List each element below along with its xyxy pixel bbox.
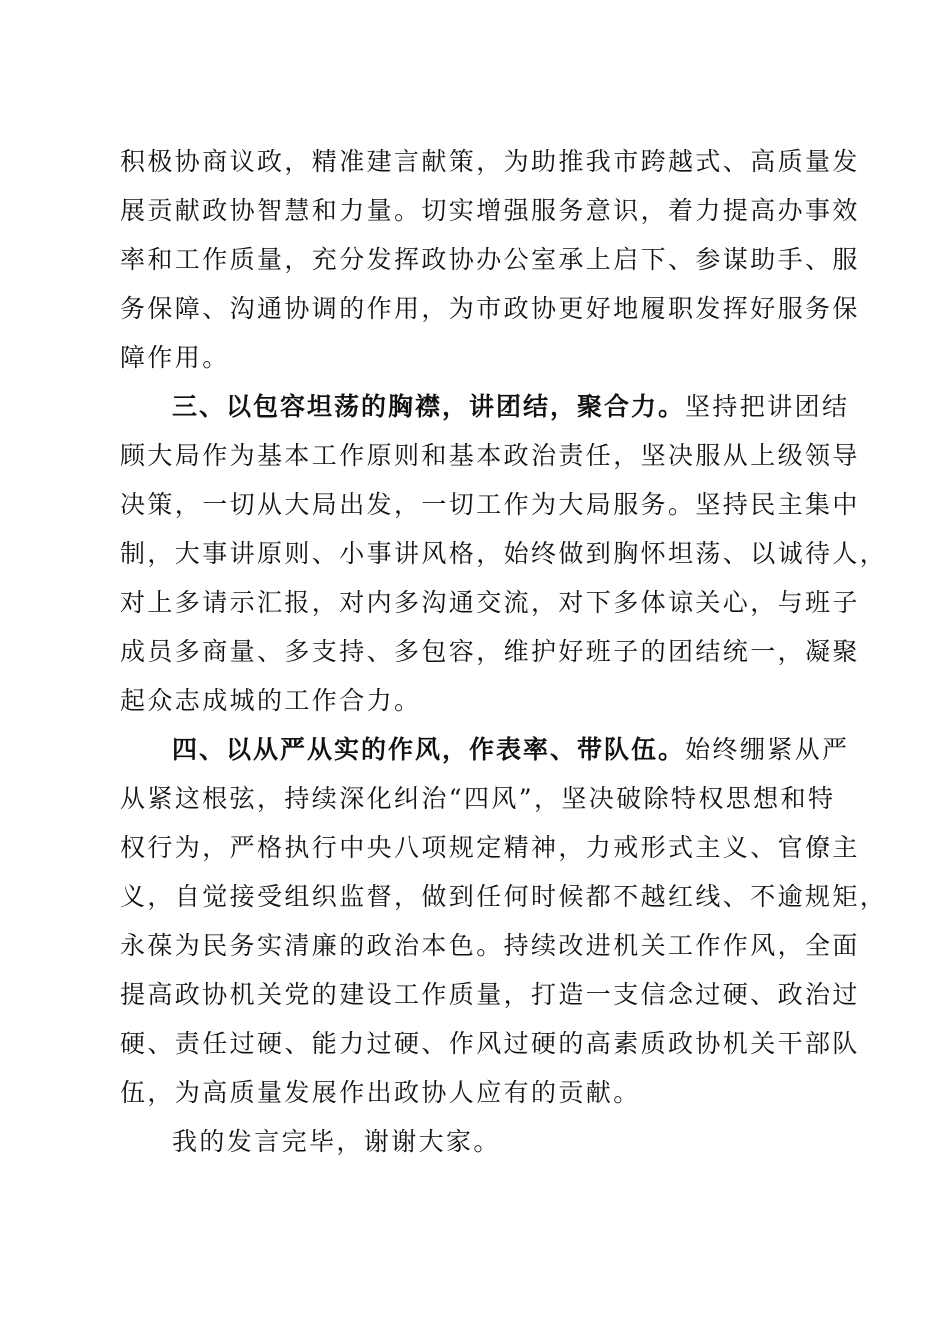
text-line: 义，自觉接受组织监督，做到任何时候都不越红线、不逾规矩，	[120, 882, 888, 911]
text-fragment: 坚持把讲团结	[685, 392, 850, 421]
closing-remark: 我的发言完毕，谢谢大家。	[172, 1127, 501, 1156]
text-line: 务保障、沟通协调的作用，为市政协更好地履职发挥好服务保	[120, 294, 860, 323]
text-line: 起众志成城的工作合力。	[120, 686, 422, 715]
section-four-first-line	[120, 725, 850, 774]
text-line: 对上多请示汇报，对内多沟通交流，对下多体谅关心，与班子	[120, 588, 860, 617]
text-fragment: 始终绷紧从严	[685, 735, 850, 764]
text-line: 制，大事讲原则、小事讲风格，始终做到胸怀坦荡、以诚待人，	[120, 539, 888, 568]
text-line: 权行为，严格执行中央八项规定精神，力戒形式主义、官僚主	[120, 833, 860, 862]
text-line: 成员多商量、多支持、多包容，维护好班子的团结统一，凝聚	[120, 637, 860, 666]
text-line: 展贡献政协智慧和力量。切实增强服务意识，着力提高办事效	[120, 196, 860, 225]
section-three	[120, 382, 888, 725]
document-body	[120, 137, 888, 1166]
text-line: 永葆为民务实清廉的政治本色。持续改进机关工作作风，全面	[120, 931, 860, 960]
text-line: 从紧这根弦，持续深化纠治“四风”，坚决破除特权思想和特	[120, 784, 836, 813]
text-line: 伍，为高质量发展作出政协人应有的贡献。	[120, 1078, 641, 1107]
text-line: 硬、责任过硬、能力过硬、作风过硬的高素质政协机关干部队	[120, 1029, 860, 1058]
text-line: 顾大局作为基本工作原则和基本政治责任，坚决服从上级领导	[120, 441, 860, 470]
text-line: 决策，一切从大局出发，一切工作为大局服务。坚持民主集中	[120, 490, 860, 519]
section-four	[120, 725, 888, 1117]
section-three-heading: 三、以包容坦荡的胸襟，讲团结，聚合力。	[172, 392, 686, 421]
section-three-first-line	[120, 382, 850, 431]
paragraph-continuation	[120, 137, 860, 382]
text-line: 率和工作质量，充分发挥政协办公室承上启下、参谋助手、服	[120, 245, 860, 274]
text-line: 积极协商议政，精准建言献策，为助推我市跨越式、高质量发	[120, 147, 860, 176]
text-line: 障作用。	[120, 343, 230, 372]
text-line: 提高政协机关党的建设工作质量，打造一支信念过硬、政治过	[120, 980, 860, 1009]
section-four-heading: 四、以从严从实的作风，作表率、带队伍。	[172, 735, 686, 764]
